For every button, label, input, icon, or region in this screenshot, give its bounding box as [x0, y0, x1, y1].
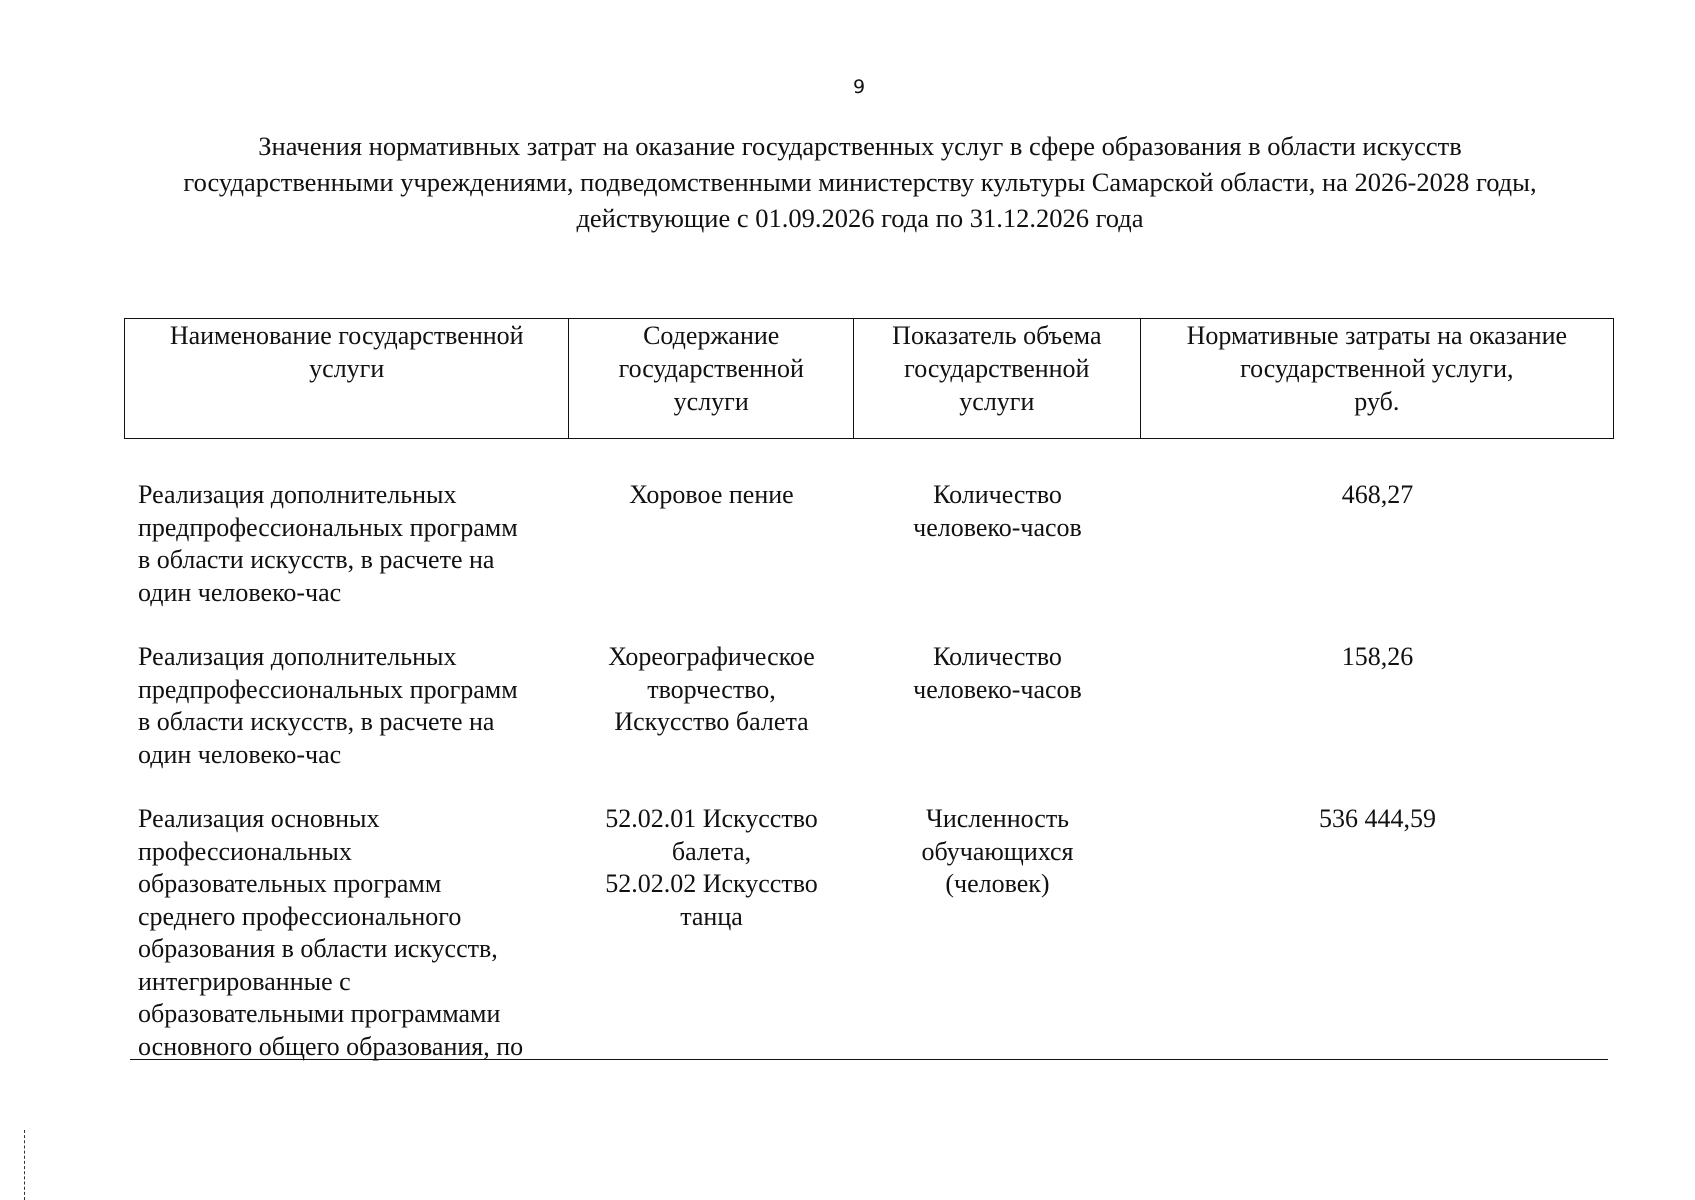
service-content-cell	[569, 479, 854, 609]
cell-line: среднего профессионального	[138, 901, 462, 931]
table-row	[124, 803, 1614, 1063]
volume-indicator-cell	[854, 479, 1141, 609]
document-title	[120, 128, 1600, 236]
cell-line: Хоровое пение	[629, 480, 794, 509]
cell-line: Количество	[933, 642, 1062, 671]
table-row	[124, 641, 1614, 771]
cost-value: 158,26	[1341, 642, 1414, 671]
cost-cell	[1141, 641, 1614, 771]
cell-line: обучающихся	[921, 836, 1074, 866]
cell-line: один человеко-час	[138, 577, 342, 607]
cell-line: профессиональных	[138, 836, 352, 866]
header-line: государственной	[618, 354, 804, 383]
cost-cell	[1141, 803, 1614, 1063]
cell-line: Реализация дополнительных	[138, 642, 457, 671]
cost-cell	[1141, 479, 1614, 609]
cell-line: Хореографическое	[608, 642, 815, 671]
header-line: государственной услуги,	[1240, 354, 1514, 383]
cell-line: Количество	[933, 480, 1062, 509]
table-header	[124, 318, 1614, 439]
service-content-cell	[569, 641, 854, 771]
cell-line: танца	[680, 901, 743, 931]
bottom-rule	[130, 1059, 1608, 1060]
header-line: Содержание	[643, 321, 780, 350]
header-line: услуги	[673, 387, 749, 416]
cell-line: человеко-часов	[913, 512, 1082, 542]
volume-indicator-cell	[854, 641, 1141, 771]
service-content-cell	[569, 803, 854, 1063]
header-line: руб.	[1354, 387, 1400, 416]
cost-value: 468,27	[1341, 480, 1414, 509]
cell-line: творчество,	[647, 674, 776, 704]
header-normative-costs	[1141, 319, 1613, 438]
cell-line: один человеко-час	[138, 739, 342, 769]
cell-line: Реализация дополнительных	[138, 480, 457, 509]
header-line: Нормативные затраты на оказание	[1186, 321, 1568, 350]
cell-line: предпрофессиональных программ	[138, 512, 518, 542]
cell-line: интегрированные с	[138, 966, 351, 996]
cell-line: человеко-часов	[913, 674, 1082, 704]
cell-line: Реализация основных	[138, 804, 380, 833]
service-name-cell	[124, 803, 569, 1063]
cell-line: Искусство балета	[614, 707, 809, 736]
cell-line: (человек)	[945, 869, 1050, 898]
cell-line: образования в области искусств,	[138, 934, 498, 963]
service-name-cell	[124, 641, 569, 771]
page-number: 9	[852, 76, 866, 98]
table-row	[124, 479, 1614, 609]
volume-indicator-cell	[854, 803, 1141, 1063]
header-line: государственной	[904, 354, 1090, 383]
header-line: услуги	[309, 354, 385, 383]
header-service-name	[125, 319, 569, 438]
cost-value: 536 444,59	[1319, 804, 1436, 833]
cell-line: в области искусств, в расчете на	[138, 545, 495, 574]
cell-line: Численность	[925, 804, 1070, 833]
service-name-cell	[124, 479, 569, 609]
cell-line: основного общего образования, по	[138, 1031, 524, 1061]
header-line: услуги	[959, 387, 1035, 416]
cell-line: в области искусств, в расчете на	[138, 707, 495, 736]
title-line: Значения нормативных затрат на оказание государственных услуг в сфере образования в области искусств	[258, 131, 1462, 161]
title-line: действующие с 01.09.2026 года по 31.12.2026 года	[576, 203, 1144, 233]
title-line: государственными учреждениями, подведомственными министерству культуры Самарской области, на 2026-2028 годы,	[183, 167, 1537, 197]
cell-line: 52.02.02 Искусство	[605, 869, 818, 898]
cell-line: образовательных программ	[138, 869, 442, 898]
header-line: Показатель объема	[892, 321, 1102, 350]
cell-line: 52.02.01 Искусство	[605, 804, 818, 833]
header-volume-indicator	[854, 319, 1141, 438]
cell-line: образовательными программами	[138, 999, 501, 1028]
header-line: Наименование государственной	[169, 321, 524, 350]
cell-line: балета,	[671, 836, 752, 866]
cell-line: предпрофессиональных программ	[138, 674, 518, 704]
scan-margin-mark	[24, 1130, 25, 1200]
header-service-content	[569, 319, 854, 438]
